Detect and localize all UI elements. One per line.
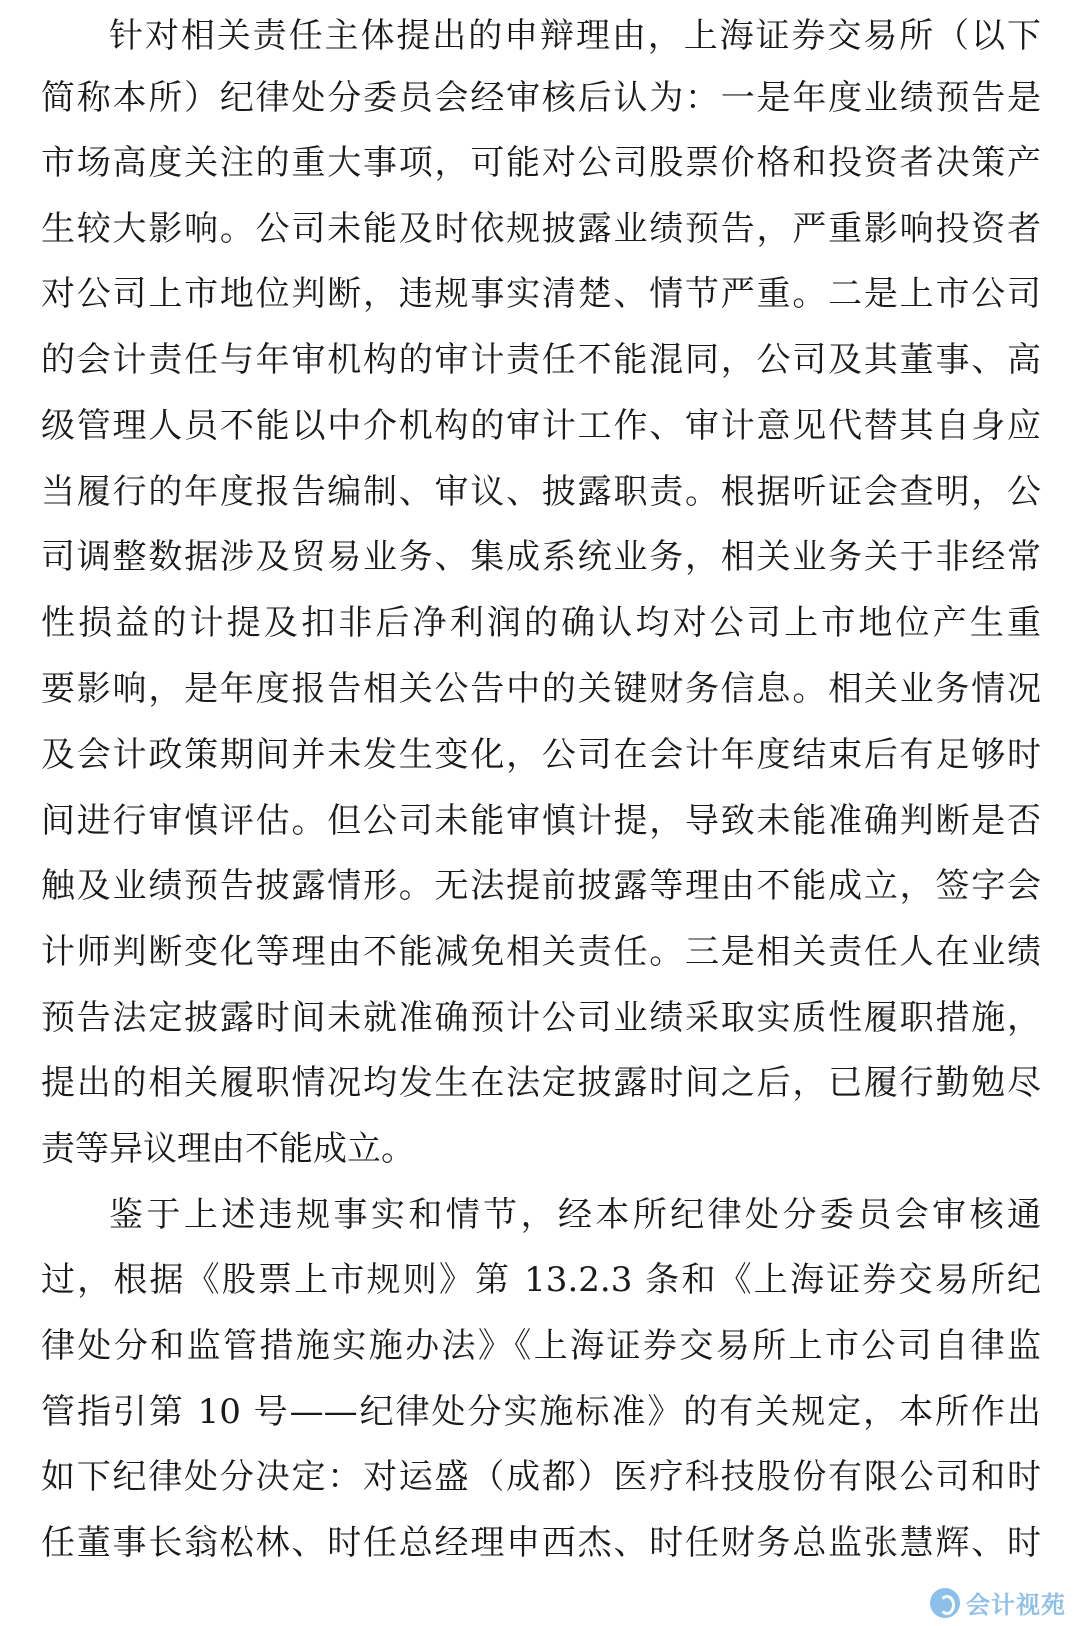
logo-icon: [930, 1588, 960, 1618]
paragraph-line: 任董事长翁松林、时任总经理申西杰、时任财务总监张慧辉、时: [41, 1523, 1041, 1563]
watermark: [930, 1585, 1066, 1620]
paragraph-line: 间进行审慎评估。但公司未能审慎计提，导致未能准确判断是否: [41, 801, 1041, 841]
paragraph-line: 触及业绩预告披露情形。无法提前披露等理由不能成立，签字会: [41, 866, 1041, 906]
paragraph-line: 及会计政策期间并未发生变化，公司在会计年度结束后有足够时: [41, 735, 1041, 775]
paragraph-line: 司调整数据涉及贸易业务、集成系统业务，相关业务关于非经常: [41, 537, 1041, 577]
paragraph-line: 市场高度关注的重大事项，可能对公司股票价格和投资者决策产: [41, 143, 1041, 183]
watermark-text: 会计视苑: [966, 1591, 1066, 1619]
paragraph-line: 简称本所）纪律处分委员会经审核后认为：一是年度业绩预告是: [41, 78, 1041, 118]
paragraph-line: 预告法定披露时间未就准确预计公司业绩采取实质性履职措施，: [41, 998, 1041, 1038]
paragraph-line: 级管理人员不能以中介机构的审计工作、审计意见代替其自身应: [41, 406, 1041, 446]
paragraph-line: 要影响，是年度报告相关公告中的关键财务信息。相关业务情况: [41, 669, 1041, 709]
paragraph-line: 律处分和监管措施实施办法》《上海证券交易所上市公司自律监: [41, 1326, 1041, 1366]
paragraph-line: 生较大影响。公司未能及时依规披露业绩预告，严重影响投资者: [41, 209, 1041, 249]
paragraph-line: 管指引第 10 号——纪律处分实施标准》的有关规定，本所作出: [41, 1392, 1041, 1432]
paragraph-line: 针对相关责任主体提出的申辩理由，上海证券交易所（以下: [109, 16, 1041, 56]
paragraph-line: 如下纪律处分决定：对运盛（成都）医疗科技股份有限公司和时: [41, 1457, 1041, 1497]
paragraph-line: 过，根据《股票上市规则》第 13.2.3 条和《上海证券交易所纪: [41, 1260, 1041, 1300]
paragraph-line: 对公司上市地位判断，违规事实清楚、情节严重。二是上市公司: [41, 274, 1041, 314]
paragraph-line: 计师判断变化等理由不能减免相关责任。三是相关责任人在业绩: [41, 932, 1041, 972]
paragraph-line: 的会计责任与年审机构的审计责任不能混同，公司及其董事、高: [41, 340, 1041, 380]
paragraph-line: 鉴于上述违规事实和情节，经本所纪律处分委员会审核通: [109, 1195, 1041, 1235]
paragraph-line: 性损益的计提及扣非后净利润的确认均对公司上市地位产生重: [41, 603, 1041, 643]
paragraph-line: 责等异议理由不能成立。: [41, 1129, 415, 1169]
paragraph-line: 提出的相关履职情况均发生在法定披露时间之后，已履行勤勉尽: [41, 1063, 1041, 1103]
paragraph-line: 当履行的年度报告编制、审议、披露职责。根据听证会查明，公: [41, 472, 1041, 512]
